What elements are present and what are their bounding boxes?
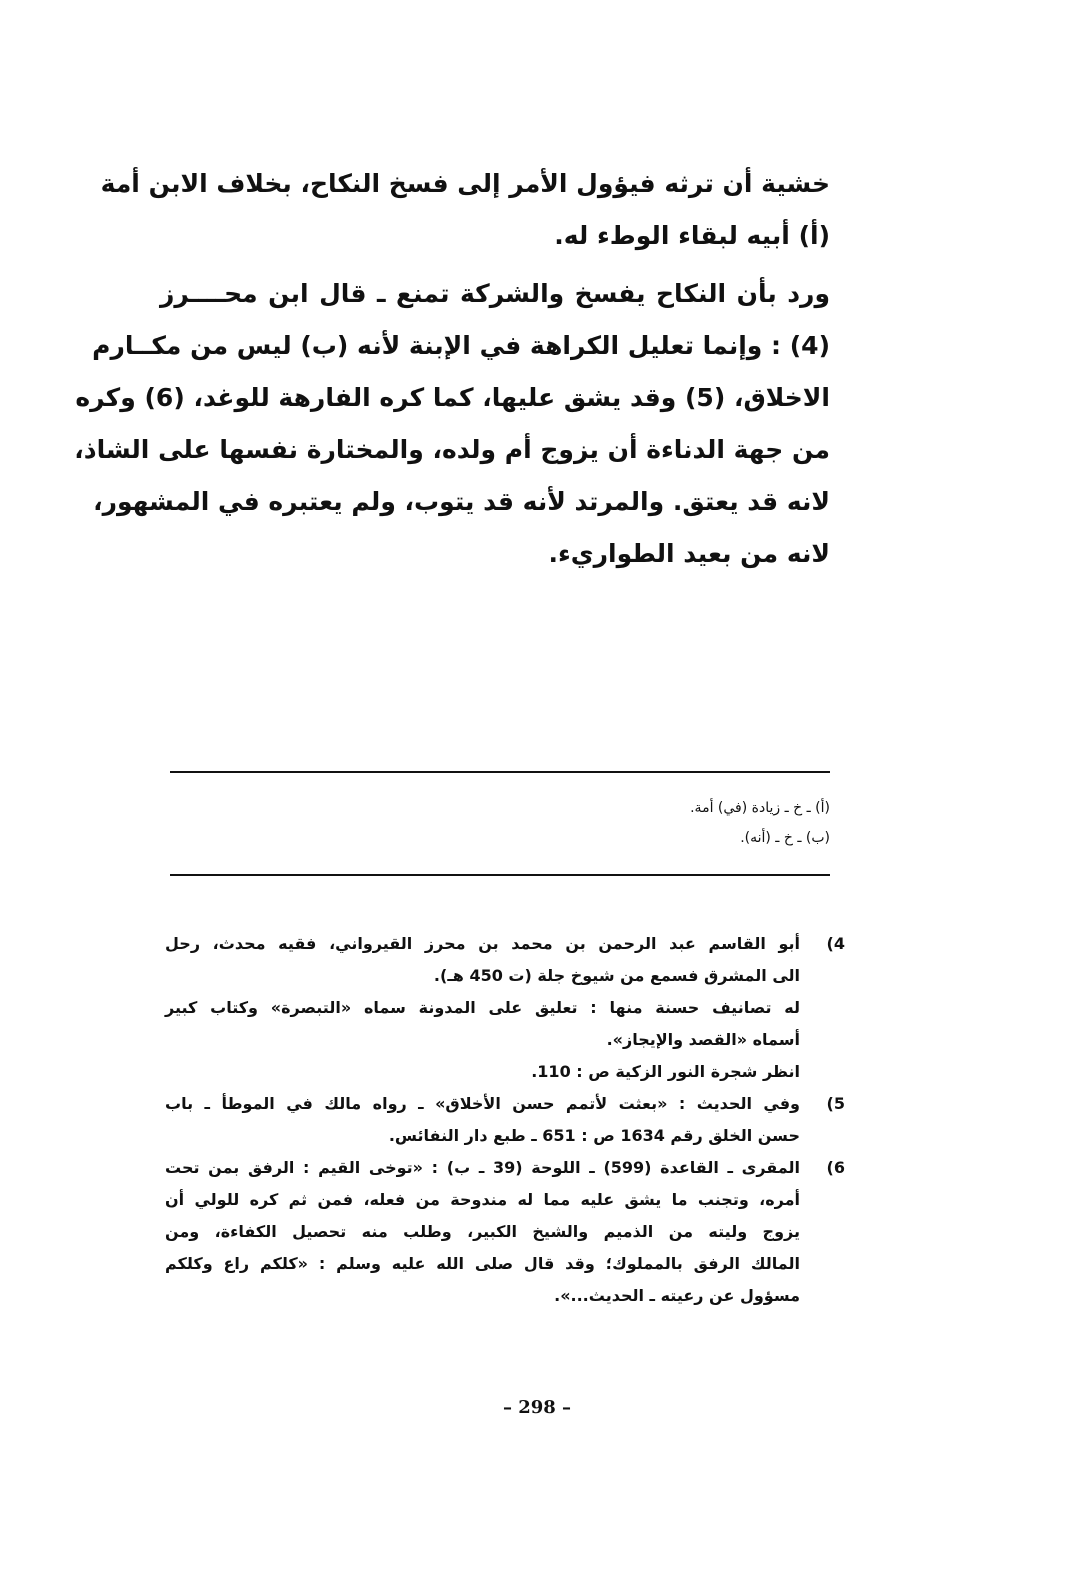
- footnote-line: يزوج وليته من الذميم والشيخ الكبير، وطلب منه تحصيل الكفاءة، ومن: [165, 1222, 800, 1241]
- footnote-line: أسماه «القصد والإيجاز».: [606, 1030, 800, 1049]
- footnote-line: له تصانيف حسنة منها : تعليق على المدونة سماه «التبصرة» وكتاب كبير: [165, 998, 800, 1017]
- main-paragraph-2: [74, 268, 830, 580]
- footnote-number: 4): [826, 934, 845, 953]
- main-paragraph-1: [100, 158, 830, 262]
- bottom-divider: [170, 874, 830, 876]
- footnote-line: حسن الخلق رقم 1634 ص : 651 ـ طبع دار النفائس.: [388, 1126, 800, 1145]
- main-line: خشية أن ترثه فيؤول الأمر إلى فسخ النكاح، بخلاف الابن أمة: [100, 169, 830, 198]
- footnote-6: [165, 1152, 845, 1312]
- top-divider: [170, 771, 830, 773]
- main-line: لانه قد يعتق. والمرتد لأنه قد يتوب، ولم يعتبره في المشهور،: [93, 487, 830, 516]
- footnote-line: المالك الرفق بالمملوك؛ وقد قال صلى الله عليه وسلم : «كلكم راع وكلكم: [165, 1254, 800, 1273]
- footnote-line: وفي الحديث : «بعثت لأتمم حسن الأخلاق» ـ رواه مالك في الموطأ ـ باب: [165, 1094, 800, 1113]
- manuscript-variants: [170, 793, 830, 853]
- footnote-line: مسؤول عن رعيته ـ الحديث...».: [554, 1286, 800, 1305]
- variant-note: (ب) ـ خ ـ (أنه).: [740, 830, 830, 846]
- variant-note: (أ) ـ خ ـ زيادة (في) أمة.: [690, 800, 830, 816]
- footnote-number: 5): [826, 1094, 845, 1113]
- main-line: لانه من بعيد الطواريء.: [548, 539, 830, 568]
- footnote-line: أمره، وتجنب ما يشق عليه مما له مندوحة من فعله، فمن ثم كره للولي أن: [165, 1190, 800, 1209]
- main-line: (أ) أبيه لبقاء الوطء له.: [554, 221, 830, 250]
- footnote-4: [165, 928, 845, 1088]
- footnote-line: المقرى ـ القاعدة (599) ـ اللوحة (39 ـ ب) : «توخى القيم : الرفق بمن تحت: [165, 1158, 801, 1177]
- page-number: – 298 –: [502, 1397, 572, 1418]
- main-line: من جهة الدناءة أن يزوج أم ولده، والمختارة نفسها على الشاذ،: [74, 435, 830, 464]
- main-line: الاخلاق، (5) وقد يشق عليها، كما كره الفارهة للوغد، (6) وكره: [75, 383, 830, 412]
- main-line: (4) : وإنما تعليل الكراهة في الإبنة لأنه (ب) ليس من مكــارم: [92, 331, 830, 360]
- footnote-line: الى المشرق فسمع من شيوخ جلة (ت 450 هـ).: [433, 966, 800, 985]
- footnote-line: انظر شجرة النور الزكية ص : 110.: [531, 1062, 800, 1081]
- footnotes: [165, 928, 845, 1312]
- main-line: ورد بأن النكاح يفسخ والشركة تمنع ـ قال ابن محــــرز: [160, 279, 830, 308]
- footnote-number: 6): [826, 1158, 845, 1177]
- footnote-line: أبو القاسم عبد الرحمن بن محمد بن محرز القيرواني، فقيه محدث، رحل: [165, 934, 800, 953]
- footnote-5: [165, 1088, 845, 1152]
